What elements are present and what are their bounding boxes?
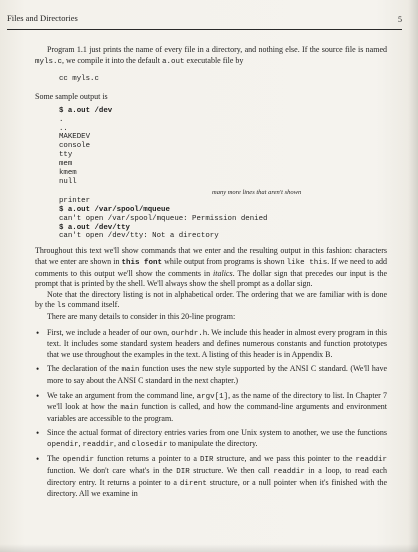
inline-code: readdir	[355, 456, 388, 465]
user-command: $ a.out /var/spool/mqueue	[59, 205, 170, 214]
output-lines: . .. MAKEDEV console tty mem kmem null	[59, 115, 91, 186]
paragraph-intro: Program 1.1 just prints the name of every file in a directory, and nothing else. If the source file is named myls.c, we compile it into the default a.out executable file by	[35, 45, 387, 66]
user-command: $ a.out /dev	[59, 106, 113, 115]
inline-code: dirent	[179, 479, 207, 488]
bullet-icon: •	[36, 454, 40, 465]
page-number: 5	[398, 15, 402, 24]
list-item: • Since the actual format of directory entries varies from one Unix system to another, we use the functions opendir, readdir, and closedir to manipulate the directory.	[36, 428, 387, 449]
inline-code: DIR	[199, 456, 214, 465]
italic-sample: italics	[213, 268, 233, 278]
sample-output-block-2	[59, 197, 387, 242]
bold-font-sample: this font	[121, 258, 163, 267]
list-item: • The declaration of the main function uses the new style supported by the ANSI C standard. (We'll have more to say about the ANSI C standard in the next chapter.)	[36, 364, 387, 385]
inline-code: opendir	[47, 440, 79, 449]
error-line: can't open /var/spool/mqueue: Permission denied	[59, 214, 268, 223]
list-item: • We take an argument from the command line, argv[1], as the name of the directory to list. In Chapter 7 we'll look at how the main function is called, and how the command-line arguments and environment variables are accessible to the program.	[36, 390, 387, 423]
bullet-icon: •	[36, 390, 40, 401]
bullet-icon: •	[36, 327, 40, 338]
inline-code: ls	[56, 302, 66, 311]
list-item: • First, we include a header of our own, ourhdr.h. We include this header in almost every program in this text. It includes some standard system headers and defines numerous constants and function prototypes that we use throughout the examples in the text. A listing of this header is in Appendix B.	[36, 327, 387, 359]
inline-code: argv[1]	[196, 392, 229, 401]
inline-code: readdir	[273, 468, 305, 477]
inline-code: a.out	[162, 57, 185, 66]
running-header	[7, 13, 402, 30]
inline-code: closedir	[131, 440, 168, 449]
inline-code: DIR	[176, 468, 190, 477]
mono-font-sample: like this	[286, 258, 328, 267]
bullet-icon: •	[36, 428, 40, 439]
sample-output-label: Some sample output is	[35, 92, 108, 102]
paragraph-ordering: Note that the directory listing is not in alphabetical order. The ordering that we are familiar with is done by the ls command itself.	[35, 289, 387, 311]
inline-code: readdir	[82, 440, 115, 449]
chapter-title: Files and Directories	[7, 13, 78, 23]
details-list	[35, 328, 387, 500]
sample-output-block	[59, 107, 387, 187]
inline-code: main	[120, 404, 139, 413]
bullet-icon: •	[36, 364, 40, 375]
error-line: can't open /dev/tty: Not a directory	[59, 232, 219, 241]
elision-note: many more lines that aren't shown	[212, 188, 302, 196]
inline-code: opendir	[62, 456, 94, 465]
compile-command: cc myls.c	[59, 75, 99, 84]
list-item: • The opendir function returns a pointer to a DIR structure, and we pass this pointer to the readdir function. We don't care what's in the DIR structure. We then call readdir in a loop, to read each directory entry. It returns a pointer to a dirent structure, or a null pointer when it's finished with the directory. All we examine in	[36, 454, 388, 499]
page-bottom-shadow	[0, 544, 418, 552]
inline-code: main	[121, 366, 140, 375]
paragraph-conventions: Throughout this text we'll show commands that we enter and the resulting output in this fashion: characters that we enter are shown in this font while output from programs is shown like this. If we need to add comments to this output we'll show the comments in italics. The dollar sign that precedes our input is the prompt that is printed by the shell. We'll always show the shell prompt as a dollar sign.	[35, 246, 388, 289]
paragraph-details: There are many details to consider in this 20-line program:	[47, 311, 236, 321]
user-command: $ a.out /dev/tty	[59, 223, 130, 232]
inline-code: myls.c	[35, 57, 63, 66]
inline-code: ourhdr.h	[171, 329, 208, 338]
output-line: printer	[59, 196, 91, 205]
page-body	[35, 45, 387, 504]
page-edge-shadow	[408, 0, 418, 552]
